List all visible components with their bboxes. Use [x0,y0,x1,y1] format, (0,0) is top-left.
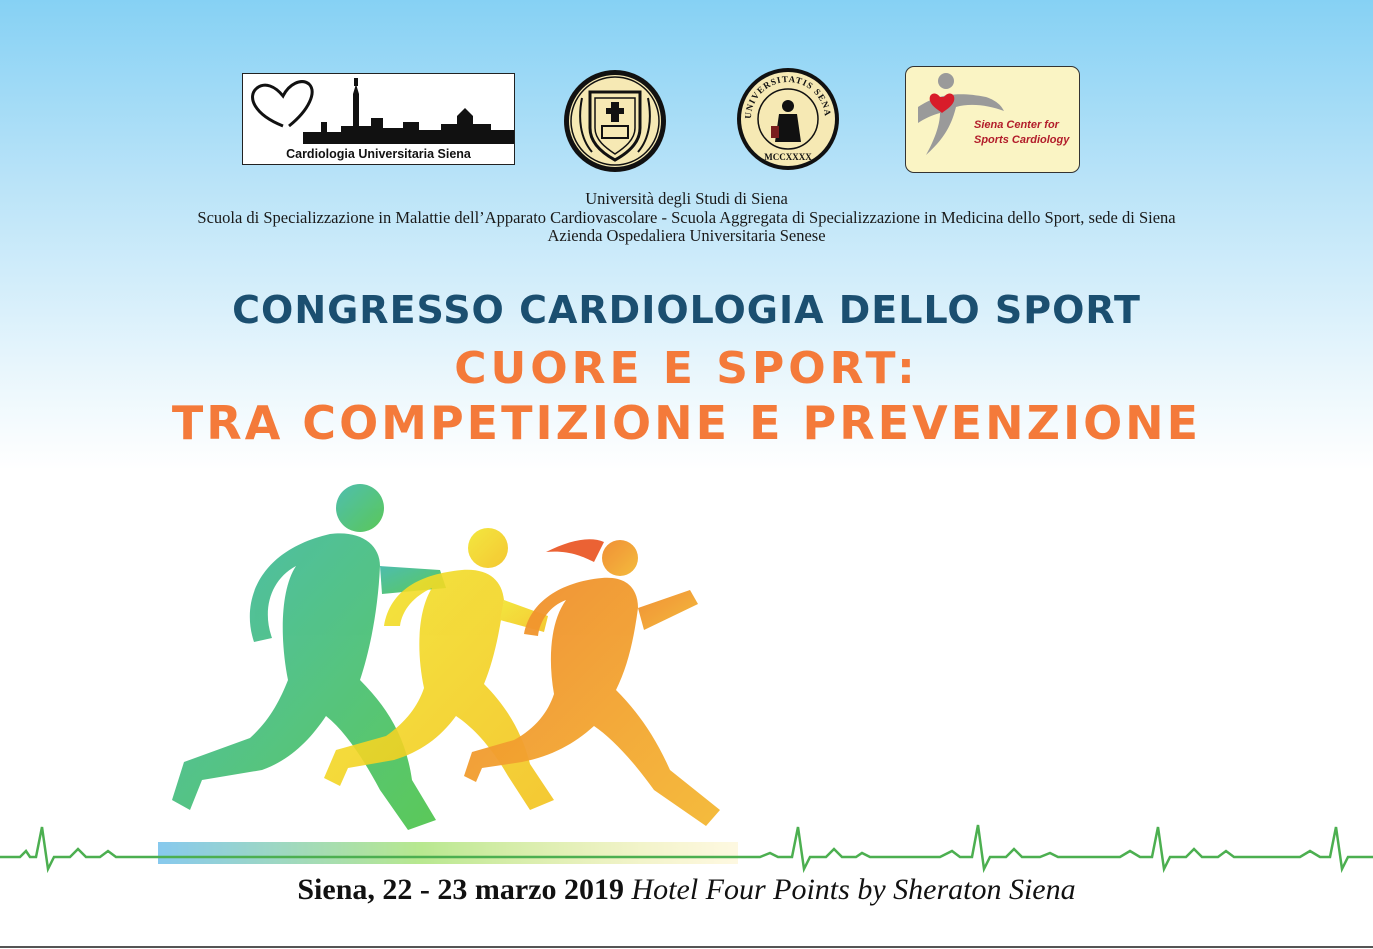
female-runner-orange-figure [464,539,720,826]
siena-sports-cardiology-logo [905,66,1080,173]
event-date: Siena, 22 - 23 marzo 2019 [297,873,624,906]
ecg-heartbeat-line [0,815,1373,875]
cardiologia-logo-caption: Cardiologia Universitaria Siena [286,147,471,161]
event-venue: Hotel Four Points by Sheraton Siena [631,873,1076,906]
congress-title: CONGRESSO CARDIOLOGIA DELLO SPORT [232,288,1141,332]
university-seal-logo [735,66,841,172]
heart-skyline-icon [243,74,514,144]
hospital-seal-logo [562,68,668,174]
university-seal-icon [735,66,841,172]
specialization-school: Scuola di Specializzazione in Malattie dell’Apparato Cardiovascolare - Scuola Aggregata di Specializzazione in Medicina dello Sport, sede di Siena [197,208,1176,227]
congress-subtitle-line1: CUORE E SPORT: [454,343,919,394]
hospital-name: Azienda Ospedaliera Universitaria Senese [547,226,826,245]
sports-center-line2: Sports Cardiology [974,134,1070,146]
runners-illustration [150,470,770,870]
university-name: Università degli Studi di Siena [585,189,788,208]
seal-arc-text: UNIVERSITATIS SENA [742,73,834,120]
sports-center-line1: Siena Center for [974,119,1059,131]
congress-subtitle-line2: TRA COMPETIZIONE E PREVENZIONE [171,396,1202,450]
shield-seal-icon [562,68,668,174]
bottom-divider [0,946,1373,948]
seal-year: MCCXXXX [764,152,812,162]
cardiologia-siena-logo [242,73,515,165]
male-runner-figure [172,484,446,830]
event-date-venue [0,873,1373,907]
